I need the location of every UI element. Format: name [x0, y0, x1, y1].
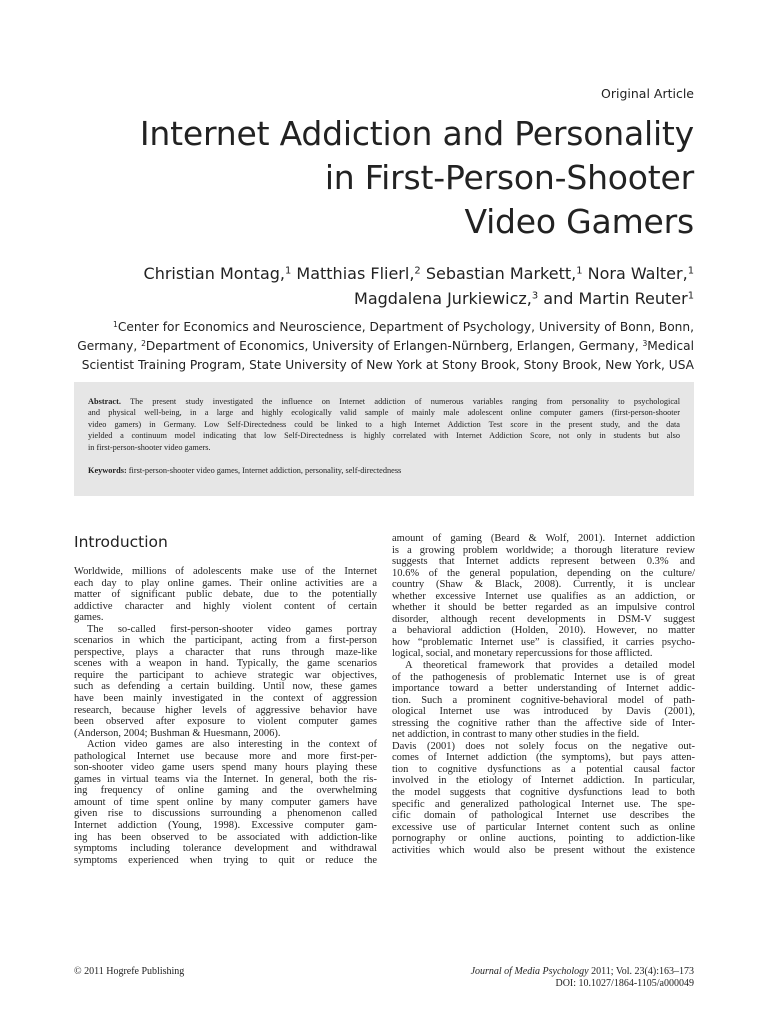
body-text-line: importance toward a better understanding of Internet addic- — [392, 683, 695, 695]
affiliation-text: Scientist Training Program, State University of New York at Stony Brook, Stony Brook, New York, USA — [81, 358, 694, 372]
author-affiliation-mark: 1 — [687, 290, 694, 302]
article-type-label: Original Article — [601, 86, 694, 101]
body-text-line: pornography or online auctions, pointing to addiction-like — [392, 833, 695, 845]
affiliation-mark: 3 — [642, 338, 648, 348]
journal-name: Journal of Media Psychology — [470, 966, 589, 977]
body-text-line: net addiction, in contrast to many other studies in the field. — [392, 729, 640, 741]
body-text-line: Worldwide, millions of adolescents make use of the Internet — [74, 566, 377, 577]
keywords-label: Keywords: — [88, 466, 127, 476]
body-text-line: involved in the etiology of Internet addiction. In particular, — [392, 775, 695, 787]
affiliation-line — [74, 356, 694, 375]
keywords-paragraph — [88, 465, 680, 476]
body-text-line: logical, social, and monetary repercussions for those afflicted. — [392, 648, 653, 660]
body-text-line: perspective, plays a character that runs through maze-like — [74, 646, 377, 658]
body-text-line: son-shooter video game users spend many hours playing these — [74, 762, 377, 774]
body-text-line: is a growing problem worldwide; a thorough literature review — [392, 544, 695, 556]
body-text-right — [392, 533, 695, 856]
body-text-line: tion. Such a prominent cognitive-behavioral model of path- — [392, 694, 695, 706]
abstract-line: and physical well-being, in a large and highly ecologically valid sample of mainly male adolescent online computer gamers (first-person-shooter — [88, 408, 680, 418]
abstract-label: Abstract. — [88, 397, 121, 406]
footer-journal-line — [471, 966, 694, 978]
author-line — [54, 286, 694, 311]
author-name: Matthias Flierl, — [291, 264, 415, 283]
affiliation-mark: 1 — [113, 319, 118, 329]
body-text-line: Action video games are also interesting in the context of — [87, 739, 377, 751]
body-text-line: ing frequency of online gaming and the overwhelming — [74, 785, 377, 797]
section-heading-introduction: Introduction — [74, 533, 168, 551]
abstract-text: The present study investigated the influence on Internet addiction of numerous variables ranging from personality to psychological — [120, 397, 680, 406]
body-text-line: whether it should be better regarded as an impulsive control — [392, 602, 695, 614]
body-text-line: excessive use of particular Internet content such as online — [392, 821, 695, 833]
body-column-left — [74, 532, 377, 866]
body-text-line: whether excessive Internet use qualifies as an addiction, or — [392, 590, 695, 602]
author-affiliation-mark: 1 — [285, 265, 292, 277]
body-text-line: 10.6% of the general population, depending on the culture/ — [392, 567, 695, 579]
affiliation-text: Department of Economics, University of Erlangen-Nürnberg, Erlangen, Germany, — [145, 339, 643, 353]
article-title — [54, 112, 694, 244]
body-text-line: been observed after exposure to violent computer games — [74, 716, 377, 728]
body-text-line: ing has been observed to be associated with addiction-like — [74, 831, 377, 843]
abstract-line: yielded a continuum model indicating that low Self-Directedness is highly correlated with Internet Addiction Score, not only in students but also — [88, 431, 680, 441]
affiliation-line — [74, 318, 694, 337]
body-text-line: amount of time spent online by many computer gamers have — [74, 796, 377, 808]
body-text-line: matter of significant public debate, due to the potentially — [74, 589, 377, 601]
body-text-line: addictive character and highly violent content of certain — [74, 600, 377, 612]
body-text-line: symptoms including tolerance development and withdrawal — [74, 843, 377, 855]
author-name: and Martin Reuter — [538, 289, 688, 308]
body-text-line: symptoms experienced when trying to quit or reduce the — [74, 854, 377, 866]
body-text-line: scenes with a weapon in hand. Typically, the game scenarios — [74, 658, 377, 670]
body-text-line: tion to cognitive dysfunctions as a potential causal factor — [392, 763, 695, 775]
body-text-line: scenarios in which the participant, acting from a first-person — [74, 635, 377, 647]
body-text-line: comes of Internet addiction (the symptoms), but pays atten- — [392, 752, 695, 764]
body-text-line: Davis (2001) does not solely focus on the negative out- — [392, 740, 695, 752]
body-text-line: ological Internet use was introduced by Davis (2001), — [392, 706, 695, 718]
author-affiliation-mark: 1 — [576, 265, 583, 277]
affiliation-line — [74, 337, 694, 356]
body-text-line: activities which would also be present without the existence — [392, 844, 695, 856]
body-text-line: stressing the cognitive rather than the affective side of Inter- — [392, 717, 695, 729]
abstract-line: in first-person-shooter video gamers. — [88, 442, 211, 452]
body-text-line: specific and generalized pathological Internet use. The spe- — [392, 798, 695, 810]
body-text-line: games. — [74, 612, 104, 624]
body-text-line: suggests that Internet addicts represent between 0.3% and — [392, 556, 695, 568]
affiliation-text: Germany, — [77, 339, 142, 353]
body-text-line: (Anderson, 2004; Bushman & Huesmann, 2006). — [74, 727, 281, 739]
author-list — [54, 261, 694, 311]
body-text-line: pathological Internet use because more and more first-per- — [74, 750, 377, 762]
abstract-box — [74, 382, 694, 496]
body-text-line: cific domain of pathological Internet use describes the — [392, 810, 695, 822]
body-text-left — [74, 566, 377, 866]
body-column-right — [392, 533, 695, 856]
affiliation-text: Center for Economics and Neuroscience, Department of Psychology, University of Bonn, Bonn, — [117, 320, 694, 334]
abstract-line: video gamers) in Germany. Low Self-Directedness could be linked to a high Internet Addiction Test score in the present study, and the data — [88, 419, 680, 429]
body-text-line: require the participant to achieve strategic war objectives, — [74, 669, 377, 681]
title-line: Internet Addiction and Personality — [139, 114, 694, 153]
footer-doi: DOI: 10.1027/1864-1105/a000049 — [555, 978, 694, 989]
body-text-line: amount of gaming (Beard & Wolf, 2001). Internet addiction — [392, 533, 695, 544]
body-text-line: given rise to discussions surrounding a phenomenon called — [74, 808, 377, 820]
author-name: Sebastian Markett, — [420, 264, 577, 283]
author-line — [54, 261, 694, 286]
footer-copyright: © 2011 Hogrefe Publishing — [74, 966, 185, 977]
title-line: Video Gamers — [464, 202, 694, 241]
body-text-line: country (Shaw & Black, 2008). Currently, it is unclear — [392, 579, 695, 591]
author-affiliation-mark: 1 — [687, 265, 694, 277]
author-affiliation-mark: 2 — [414, 265, 421, 277]
affiliations — [74, 318, 694, 375]
body-text-line: A theoretical framework that provides a detailed model — [405, 660, 695, 672]
body-text-line: such as defending a certain building. Until now, these games — [74, 681, 377, 693]
keywords-text: first-person-shooter video games, Internet addiction, personality, self-directedness — [126, 466, 402, 476]
body-text-line: The so-called first-person-shooter video games portray — [87, 623, 377, 635]
body-text-line: each day to play online games. Their online activities are a — [74, 577, 377, 589]
title-line: in First-Person-Shooter — [324, 158, 694, 197]
footer-citation — [471, 966, 694, 990]
body-text-line: research, because higher levels of aggressive behavior have — [74, 704, 377, 716]
body-text-line: have been mainly investigated in the context of aggression — [74, 693, 377, 705]
author-affiliation-mark: 3 — [531, 290, 539, 302]
abstract-paragraph — [88, 396, 680, 453]
author-name: Christian Montag, — [143, 264, 285, 283]
affiliation-text: Medical — [647, 339, 694, 353]
affiliation-mark: 2 — [141, 338, 146, 348]
body-text-line: games in virtual teams via the Internet. In general, both the ris- — [74, 773, 377, 785]
abstract-line — [88, 396, 680, 407]
body-text-line: of the pathogenesis of problematic Internet use is of great — [392, 671, 695, 683]
body-text-line: how “problematic Internet use” is classified, it carries psycho- — [392, 636, 695, 648]
author-name: Magdalena Jurkiewicz, — [354, 289, 532, 308]
body-text-line: the model suggests that cognitive dysfunctions lead to both — [392, 787, 695, 799]
body-text-line: Internet addiction (Young, 1998). Excessive computer gam- — [74, 820, 377, 832]
body-text-line: disorder, although recent developments in DSM-V suggest — [392, 613, 695, 625]
body-text-line: a behavioral addiction (Holden, 2010). However, no matter — [392, 625, 695, 637]
author-name: Nora Walter, — [582, 264, 688, 283]
journal-volume: 2011; Vol. 23(4):163–173 — [588, 966, 694, 977]
